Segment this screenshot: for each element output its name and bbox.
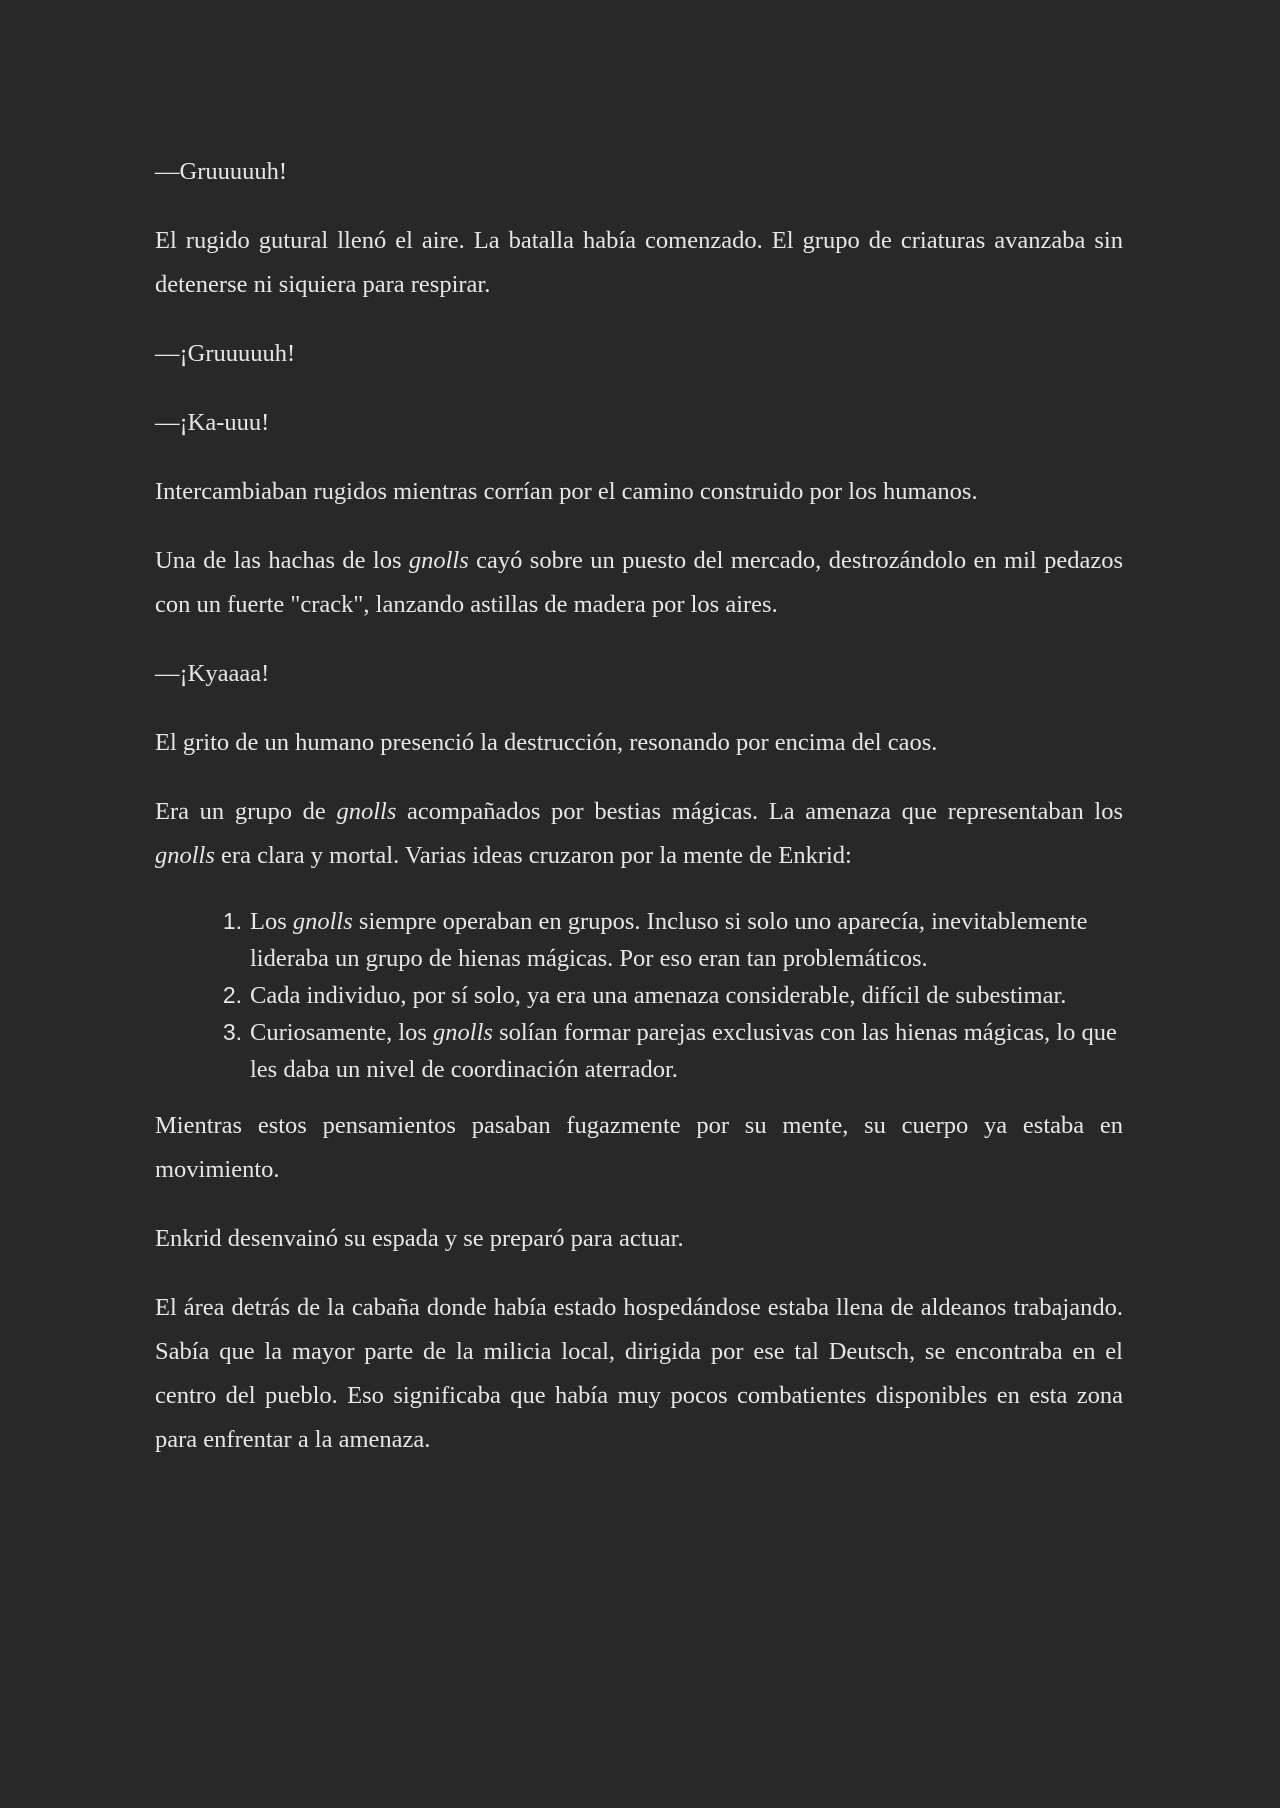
list-item [222, 977, 1123, 1014]
numbered-list [155, 903, 1123, 1088]
dialogue-line: —¡Gruuuuuh! [155, 340, 296, 367]
text-run: Los [250, 908, 293, 935]
list-item-text [250, 977, 1130, 1014]
list-item-text [250, 1014, 1130, 1088]
narration-paragraph: Enkrid desenvainó su espada y se preparó para actuar. [155, 1225, 684, 1252]
italic-term: gnolls [408, 547, 469, 574]
document-page [155, 150, 1123, 1487]
narration-paragraph [155, 539, 1123, 627]
text-run: Una de las hachas de los [155, 547, 409, 574]
text-run: cayó sobre un puesto del mercado, destrozándolo en mil pedazos con un fuerte "crack", lanzando astillas de madera por los aires. [155, 547, 1123, 618]
list-item [222, 903, 1123, 977]
list-number: 2. [222, 982, 242, 1008]
narration-paragraph: El rugido gutural llenó el aire. La batalla había comenzado. El grupo de criaturas avanzaba sin detenerse ni siquiera para respirar. [155, 227, 1123, 298]
italic-term: gnolls [336, 798, 397, 825]
narration-paragraph: El área detrás de la cabaña donde había estado hospedándose estaba llena de aldeanos trabajando. Sabía que la mayor parte de la milicia local, dirigida por ese tal Deutsch, se encontraba en el centro del pueblo. Eso significaba que había muy pocos combatientes disponibles en esta zona para enfrentar a la amenaza. [155, 1294, 1123, 1453]
italic-term: gnolls [292, 908, 353, 935]
list-number: 1. [222, 908, 242, 934]
list-item-text [250, 903, 1130, 977]
text-run: era clara y mortal. Varias ideas cruzaron por la mente de Enkrid: [214, 842, 852, 869]
narration-paragraph: Intercambiaban rugidos mientras corrían por el camino construido por los humanos. [155, 478, 978, 505]
narration-paragraph [155, 790, 1123, 878]
text-run: Era un grupo de [155, 798, 337, 825]
dialogue-line: —¡Ka-uuu! [155, 409, 270, 436]
narration-paragraph: El grito de un humano presenció la destrucción, resonando por encima del caos. [155, 729, 938, 756]
dialogue-line: —Gruuuuuh! [155, 158, 288, 185]
italic-term: gnolls [433, 1019, 493, 1046]
narration-paragraph: Mientras estos pensamientos pasaban fugazmente por su mente, su cuerpo ya estaba en movimiento. [155, 1112, 1123, 1183]
text-run: Cada individuo, por sí solo, ya era una amenaza considerable, difícil de subestimar. [250, 982, 1067, 1009]
text-run: solían formar parejas exclusivas con las hienas mágicas, lo que les daba un nivel de coordinación aterrador. [250, 1019, 1117, 1083]
italic-term: gnolls [155, 842, 215, 869]
text-run: siempre operaban en grupos. Incluso si solo uno aparecía, inevitablemente lideraba un grupo de hienas mágicas. Por eso eran tan problemáticos. [250, 908, 1088, 972]
text-run: Curiosamente, los [250, 1019, 434, 1046]
list-number: 3. [222, 1019, 242, 1045]
list-item [222, 1014, 1123, 1088]
text-run: acompañados por bestias mágicas. La amenaza que representaban los [396, 798, 1123, 825]
dialogue-line: —¡Kyaaaa! [155, 660, 270, 687]
